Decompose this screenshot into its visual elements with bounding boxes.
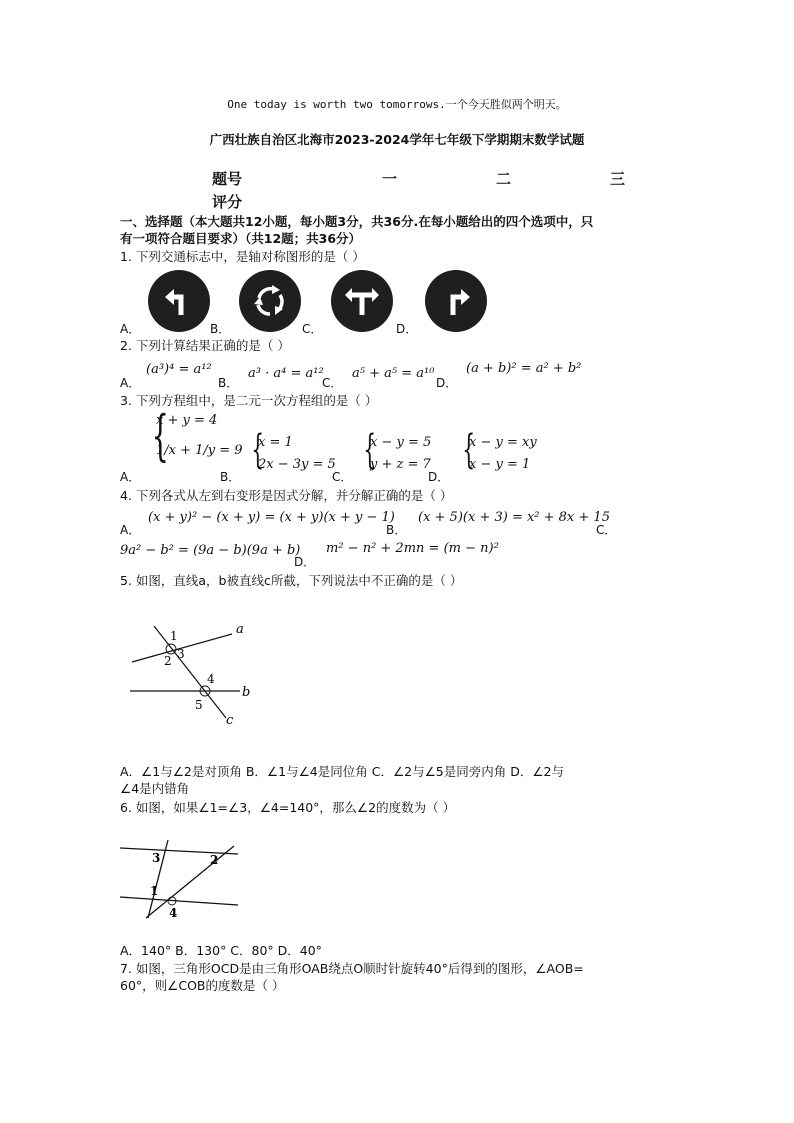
q3-d-eq1: x − y = xy (469, 435, 537, 450)
q5-label-5: 5 (195, 698, 203, 712)
q4-option-a: (x + y)² − (x + y) = (x + y)(x + y − 1) (148, 510, 395, 525)
q3-option-d-label: D． (428, 470, 450, 484)
q5-label-2: 2 (164, 654, 172, 668)
q1-option-b-label: B． (210, 322, 231, 336)
q4-option-b: (x + 5)(x + 3) = x² + 8x + 15 (418, 510, 610, 525)
q3-c-brace: { (363, 427, 377, 473)
q4-stem: 4. 下列各式从左到右变形是因式分解，并分解正确的是（ ） (120, 488, 453, 503)
q3-option-c-label: C． (332, 470, 353, 484)
q6-label-4: 4 (169, 906, 178, 920)
q2-option-a: (a³)⁴ = a¹² (146, 362, 212, 377)
q4-option-b-label: B． (386, 523, 407, 537)
q7-stem-line1: 7. 如图，三角形OCD是由三角形OAB绕点O顺时针旋转40°后得到的图形，∠AOB= (120, 961, 584, 976)
q1-sign-c (331, 270, 393, 332)
q7-stem-line2: 60°，则∠COB的度数是（ ） (120, 978, 285, 993)
section-heading-line2: 有一项符合题目要求）（共12题；共36分） (120, 231, 362, 246)
q5-options-line1: A．∠1与∠2是对顶角 B．∠1与∠4是同位角 C．∠2与∠5是同旁内角 D．∠2与 (120, 764, 565, 779)
q3-d-brace: { (462, 427, 476, 473)
q6-label-3: 3 (152, 851, 161, 865)
q3-stem: 3. 下列方程组中，是二元一次方程组的是（ ） (120, 393, 378, 408)
q3-d-eq2: x − y = 1 (469, 457, 531, 472)
q2-option-b-label: B． (218, 376, 239, 390)
q5-label-1: 1 (170, 629, 178, 643)
turn-left-arrow-icon (159, 281, 199, 321)
q4-option-c-label: C． (596, 523, 617, 537)
score-col-2: 二 (496, 170, 512, 188)
q6-label-1: 1 (150, 884, 159, 898)
q6-lower-line (120, 897, 238, 905)
q3-a-eq1: x + y = 4 (156, 413, 218, 428)
q4-option-a-label: A． (120, 523, 141, 537)
page-title: 广西壮族自治区北海市2023-2024学年七年级下学期期末数学试题 (209, 132, 585, 147)
q1-stem: 1. 下列交通标志中，是轴对称图形的是（ ） (120, 249, 365, 264)
q5-label-a: a (236, 622, 244, 637)
q3-c-eq2: y + z = 7 (370, 457, 431, 472)
circular-arrows-icon (250, 281, 290, 321)
q6-label-2: 2 (210, 853, 219, 867)
q1-option-d-label: D． (396, 322, 418, 336)
q1-option-c-label: C． (302, 322, 323, 336)
q1-sign-a (148, 270, 210, 332)
q4-option-d-label: D． (294, 555, 316, 569)
q2-option-c-label: C． (322, 376, 343, 390)
q2-stem: 2. 下列计算结果正确的是（ ） (120, 338, 290, 353)
q1-option-a-label: A． (120, 322, 141, 336)
turn-right-arrow-icon (436, 281, 476, 321)
score-col-1: 一 (382, 170, 398, 188)
q5-label-c: c (226, 713, 234, 728)
q6-options: A．140° B．130° C．80° D．40° (120, 943, 322, 958)
q2-option-d-label: D． (436, 376, 458, 390)
q3-b-eq1: x = 1 (258, 435, 293, 450)
score-row-label: 评分 (212, 193, 243, 211)
q3-a-eq2: 1/x + 1/y = 9 (156, 443, 243, 458)
q3-option-b-label: B． (220, 470, 241, 484)
q4-option-c: 9a² − b² = (9a − b)(9a + b) (120, 543, 301, 558)
q5-label-3: 3 (177, 647, 185, 661)
q5-line-c (154, 626, 226, 718)
score-col-3: 三 (610, 170, 626, 188)
q4-option-d: m² − n² + 2mn = (m − n)² (326, 541, 499, 556)
motto: One today is worth two tomorrows.一个今天胜似两个明天。 (227, 98, 567, 111)
q5-label-b: b (242, 685, 251, 700)
section-heading-line1: 一、选择题（本大题共12小题，每小题3分，共36分.在每小题给出的四个选项中，只 (120, 214, 594, 229)
q2-option-c: a⁵ + a⁵ = a¹⁰ (352, 366, 435, 381)
q6-figure (118, 838, 244, 922)
q2-option-d: (a + b)² = a² + b² (466, 361, 582, 376)
q1-sign-b (239, 270, 301, 332)
score-header-label: 题号 (212, 170, 243, 188)
q6-stem: 6. 如图，如果∠1=∠3，∠4=140°，那么∠2的度数为（ ） (120, 800, 456, 815)
q2-option-a-label: A． (120, 376, 141, 390)
split-left-right-arrow-icon (342, 281, 382, 321)
q1-sign-d (425, 270, 487, 332)
q3-b-brace: { (251, 427, 265, 473)
q3-a-brace: { (151, 404, 169, 467)
q5-options-line2: ∠4是内错角 (120, 781, 190, 796)
q5-label-4: 4 (207, 672, 215, 686)
q2-option-b: a³ · a⁴ = a¹² (248, 366, 324, 381)
q3-c-eq1: x − y = 5 (370, 435, 432, 450)
q6-upper-line (120, 848, 238, 854)
q5-figure (124, 618, 264, 730)
q3-b-eq2: 2x − 3y = 5 (258, 457, 336, 472)
q5-stem: 5. 如图，直线a，b被直线c所截，下列说法中不正确的是（ ） (120, 573, 463, 588)
q3-option-a-label: A． (120, 470, 141, 484)
